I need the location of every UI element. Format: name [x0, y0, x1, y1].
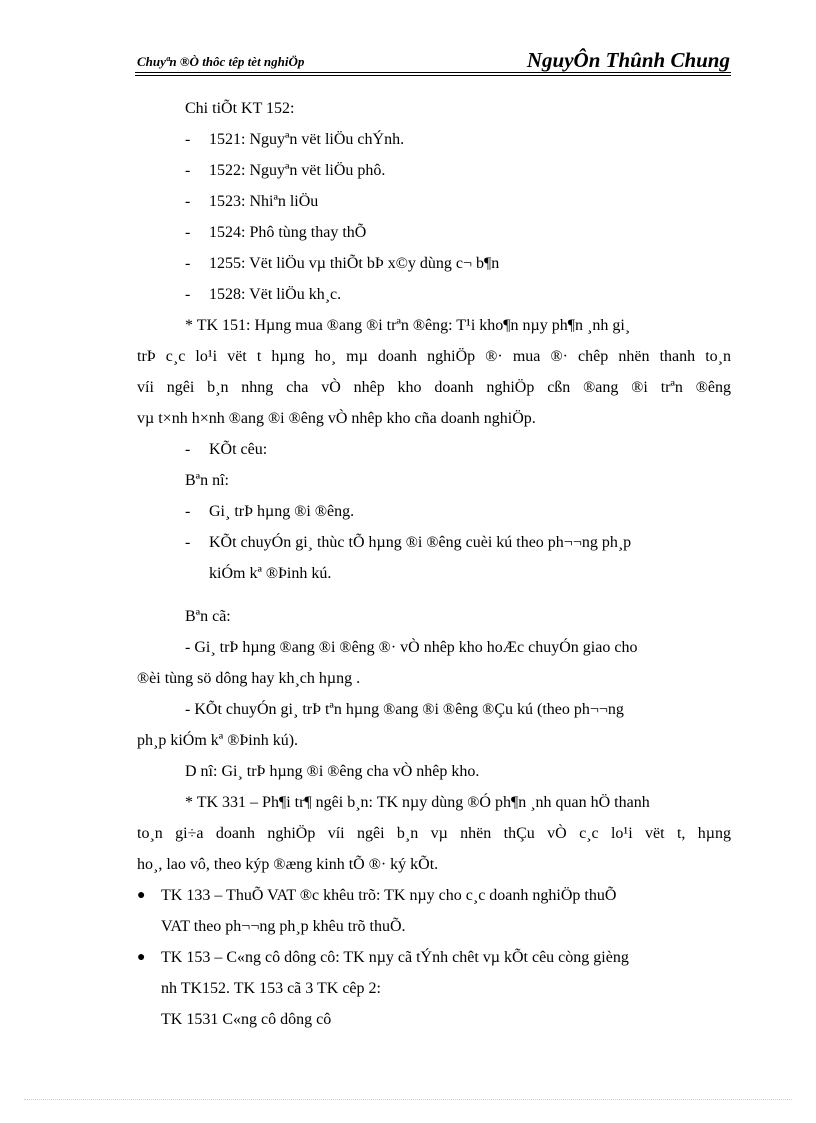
list-item-text: 1523: Nhiªn liÖu — [209, 193, 319, 210]
list-item — [137, 248, 731, 279]
list-item — [137, 527, 731, 558]
header-rule-bottom — [135, 75, 731, 76]
list-item — [137, 155, 731, 186]
bullet-item-text: TK 133 – ThuÕ VAT ®c khêu trõ: TK nµy cho c¸c doanh nghiÖp thuÕ — [161, 887, 617, 904]
list-item — [137, 186, 731, 217]
section-label: Bªn nî: — [185, 472, 229, 489]
dash-marker: - — [185, 131, 191, 148]
list-item-text: 1528: Vët liÖu kh¸c. — [209, 286, 342, 303]
paragraph-line: * TK 151: Hµng mua ®ang ®i trªn ®êng: T¹i kho¶n nµy ph¶n ¸nh gi¸ — [185, 317, 631, 334]
paragraph-line: víi ngêi b¸n nhng cha vÒ nhêp kho doanh nghiÖp cßn ®ang ®i trªn ®êng — [137, 379, 731, 396]
list-item — [137, 434, 731, 465]
paragraph-line: ®èi tùng sö dông hay kh¸ch hµng . — [137, 670, 361, 687]
bullet-item — [137, 880, 731, 911]
header-right-author: NguyÔn Thûnh Chung — [526, 48, 730, 72]
bullet-item — [137, 942, 731, 973]
section-label: Bªn cã: — [185, 608, 231, 625]
bullet-marker: ● — [137, 950, 146, 965]
list-item-text: 1524: Phô tùng thay thÕ — [209, 224, 367, 241]
dash-marker: - — [185, 503, 191, 520]
paragraph-line: trÞ c¸c lo¹i vët t hµng ho¸ mµ doanh nghiÖp ®· mua ®· chêp nhën thanh to¸n — [137, 348, 731, 365]
document-body — [137, 93, 731, 1035]
paragraph-line: - Gi¸ trÞ hµng ®ang ®i ®êng ®· vÒ nhêp kho hoÆc chuyÓn giao cho — [185, 639, 638, 656]
dash-marker: - — [185, 193, 191, 210]
paragraph-line: D nî: Gi¸ trÞ hµng ®i ®êng cha vÒ nhêp kho. — [185, 763, 480, 780]
list-item-text: KÕt chuyÓn gi¸ thùc tÕ hµng ®i ®êng cuèi kú theo ph¬¬ng ph¸p — [209, 534, 632, 551]
list-item — [137, 279, 731, 310]
list-item-text: 1522: Nguyªn vët liÖu phô. — [209, 162, 386, 179]
dash-marker: - — [185, 286, 191, 303]
paragraph-line: to¸n gi÷a doanh nghiÖp víi ngêi b¸n vµ nhën thÇu vÒ c¸c lo¹i vët t, hµng — [137, 825, 731, 842]
spacer — [137, 589, 731, 601]
bullet-marker: ● — [137, 888, 146, 903]
list-item-text: 1255: Vët liÖu vµ thiÕt bÞ x©y dùng c¬ b¶n — [209, 255, 500, 272]
paragraph-line: - KÕt chuyÓn gi¸ trÞ tªn hµng ®ang ®i ®êng ®Çu kú (theo ph¬¬ng — [185, 701, 624, 718]
paragraph-line: * TK 331 – Ph¶i tr¶ ngêi b¸n: TK nµy dùng ®Ó ph¶n ¸nh quan hÖ thanh — [185, 794, 650, 811]
list-item-text: KÕt cêu: — [209, 441, 268, 458]
footer-dotted-rule — [24, 1099, 792, 1100]
bullet-item-continuation: TK 1531 C«ng cô dông cô — [161, 1011, 332, 1028]
header-rule-top — [135, 72, 731, 73]
list-item-continuation: kiÓm kª ®Þinh kú. — [209, 565, 332, 582]
list-item — [137, 217, 731, 248]
paragraph-line: ho¸, lao vô, theo kýp ®æng kinh tÕ ®· ký kÕt. — [137, 856, 439, 873]
paragraph-line: ph¸p kiÓm kª ®Þinh kú). — [137, 732, 299, 749]
bullet-item-text: TK 153 – C«ng cô dông cô: TK nµy cã tÝnh chêt vµ kÕt cêu còng gièng — [161, 949, 629, 966]
header-left-title: Chuyªn ®Ò thôc têp tèt nghiÖp — [137, 54, 305, 69]
dash-marker: - — [185, 255, 191, 272]
list-item — [137, 124, 731, 155]
list-item-text: Gi¸ trÞ hµng ®i ®êng. — [209, 503, 355, 520]
paragraph-line: vµ t×nh h×nh ®ang ®i ®êng vÒ nhêp kho cña doanh nghiÖp. — [137, 410, 536, 427]
dash-marker: - — [185, 534, 191, 551]
dash-marker: - — [185, 441, 191, 458]
list-item-text: 1521: Nguyªn vët liÖu chÝnh. — [209, 131, 405, 148]
bullet-item-continuation: VAT theo ph¬¬ng ph¸p khêu trõ thuÕ. — [161, 918, 406, 935]
bullet-item-continuation: nh TK152. TK 153 cã 3 TK cêp 2: — [161, 980, 381, 997]
dash-marker: - — [185, 162, 191, 179]
list-item — [137, 496, 731, 527]
paragraph: Chi tiÕt KT 152: — [185, 100, 295, 117]
dash-marker: - — [185, 224, 191, 241]
